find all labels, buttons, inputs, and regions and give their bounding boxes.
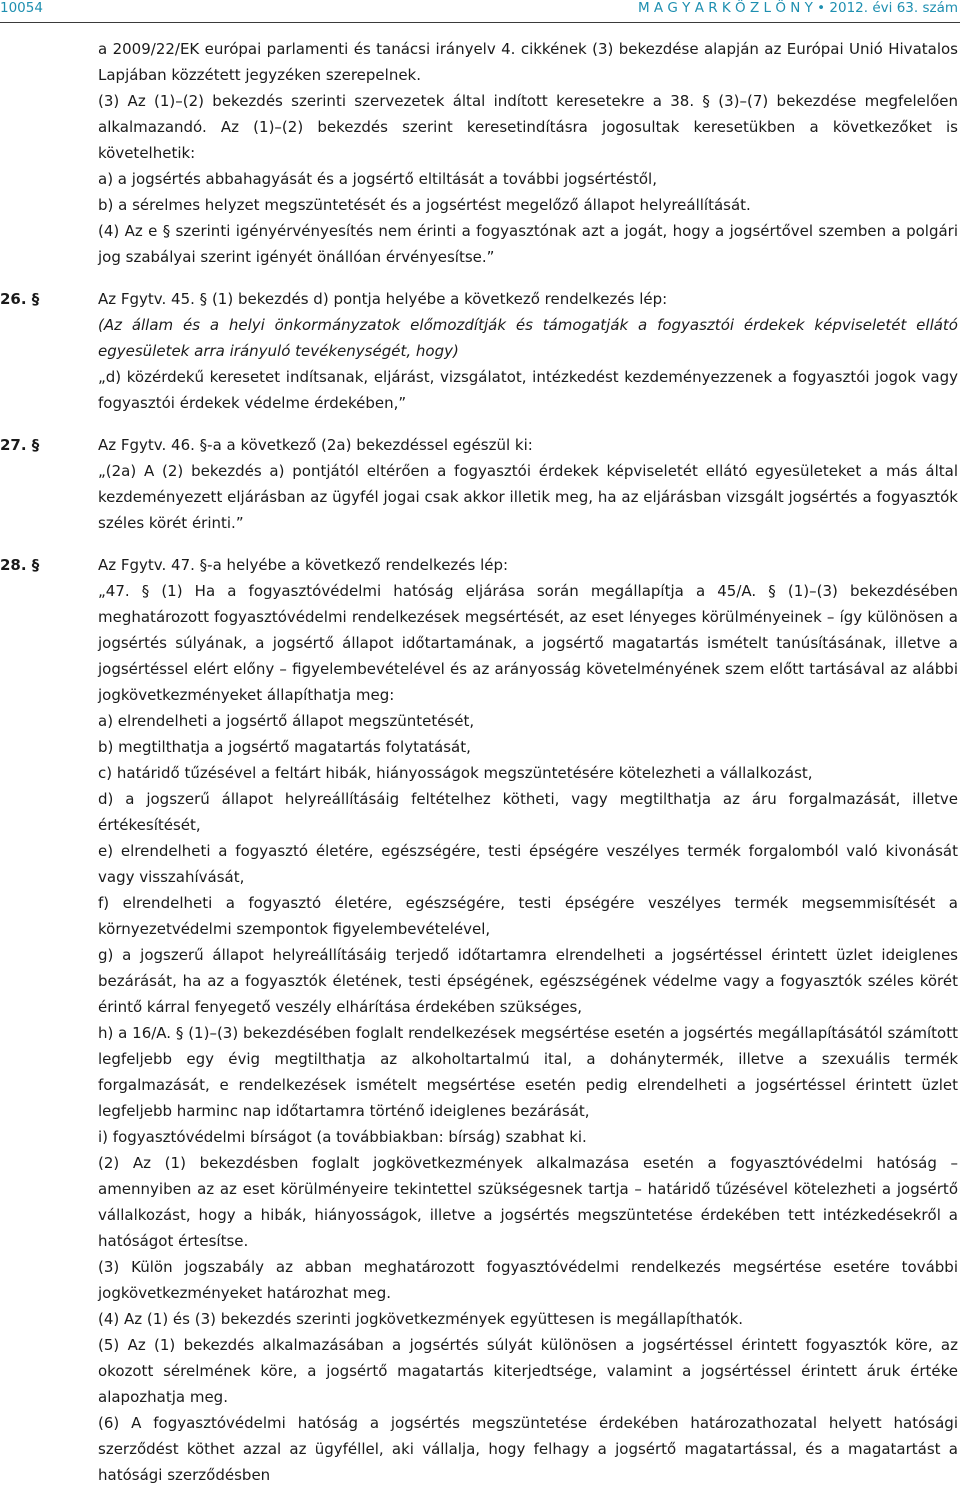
section-28: [0, 552, 958, 1488]
section-body: b) megtilthatja a jogsértő magatartás folytatását,: [98, 738, 471, 756]
intro-paragraph: a) a jogsértés abbahagyását és a jogsértő eltiltását a további jogsértéstől,: [98, 170, 657, 188]
section-body: e) elrendelheti a fogyasztó életére, egészségére, testi épségére veszélyes termék forgalomból való kivonását vagy visszahívását,: [98, 842, 958, 886]
section-body: „47. § (1) Ha a fogyasztóvédelmi hatóság eljárása során megállapítja a 45/A. § (1)–(3) bekezdésében meghatározott fogyasztóvédelmi rendelkezések megsértését, az eset lényeges körülményeinek – így különösen a jogsértés súlyának, a jogsértő állapot időtartamának, a jogsértő magatartás ismételt tanúsításának, illetve a jogsértéssel elért előny – figyelembevételével és az arányosság követelményének szem előtt tartásával az alábbi jogkövetkezményeket állapíthatja meg:: [98, 582, 958, 704]
section-body: (5) Az (1) bekezdés alkalmazásában a jogsértés súlyát különösen a jogsértéssel érintett fogyasztók köre, az okozott sérelmének köre, a jogsértő magatartás kiterjedtsége, valamint a jogsértéssel érintett áruk értéke alapozhatja meg.: [98, 1336, 958, 1406]
section-26: [0, 286, 958, 416]
section-context: (Az állam és a helyi önkormányzatok előmozdítják és támogatják a fogyasztói érdekek képviseletét ellátó egyesületek arra irányuló tevékenységét, hogy): [98, 316, 958, 360]
section-number: 26. §: [0, 290, 40, 308]
intro-paragraph: a 2009/22/EK európai parlamenti és tanácsi irányelv 4. cikkének (3) bekezdése alapján az Európai Unió Hivatalos Lapjában közzétett jegyzéken szerepelnek.: [98, 40, 958, 84]
intro-block: [98, 36, 958, 270]
section-heading: Az Fgytv. 46. §-a a következő (2a) bekezdéssel egészül ki:: [98, 436, 533, 454]
section-body: (3) Külön jogszabály az abban meghatározott fogyasztóvédelmi rendelkezés megsértése esetére további jogkövetkezményeket határozhat meg.: [98, 1258, 958, 1302]
intro-paragraph: (3) Az (1)–(2) bekezdés szerinti szervezetek által indított keresetekre a 38. § (3)–(7) bekezdése megfelelően alkalmazandó. Az (1)–(2) bekezdés szerint keresetindításra jogosultak keresetükben a következőket is követelhetik:: [98, 92, 958, 162]
section-body: g) a jogszerű állapot helyreállításáig terjedő időtartamra elrendelheti a jogsértéssel érintett üzlet ideiglenes bezárását, ha az a fogyasztók életének, testi épségének, egészségének védelme vagy a fogyasztók széles körét érintő kárral fenyegető veszély elhárítása érdekében szükséges,: [98, 946, 958, 1016]
page-number: 10054: [0, 0, 43, 16]
page-header: [0, 0, 960, 23]
section-heading: Az Fgytv. 45. § (1) bekezdés d) pontja helyébe a következő rendelkezés lép:: [98, 290, 668, 308]
section-body: (6) A fogyasztóvédelmi hatóság a jogsértés megszüntetése érdekében határozathozatal helyett hatósági szerződést köthet azzal az ügyféllel, aki vállalja, hogy felhagy a jogsértő magatartással, és a magatartást a hatósági szerződésben: [98, 1414, 958, 1484]
section-27: [0, 432, 958, 536]
section-body: d) a jogszerű állapot helyreállításáig feltételhez kötheti, vagy megtilthatja az áru forgalmazását, illetve értékesítését,: [98, 790, 958, 834]
section-body: (2) Az (1) bekezdésben foglalt jogkövetkezmények alkalmazása esetén a fogyasztóvédelmi hatóság – amennyiben az az eset körülményeire tekintettel szükségesnek tartja – határidő tűzésével kötelezheti a jogsértő vállalkozást, hogy a hibák, hiányosságok, illetve a jogsértés megszüntetése érdekében tett intézkedésekről a hatóságot értesítse.: [98, 1154, 958, 1250]
section-body: c) határidő tűzésével a feltárt hibák, hiányosságok megszüntetésére kötelezheti a vállalkozást,: [98, 764, 813, 782]
section-body: „(2a) A (2) bekezdés a) pontjától eltérően a fogyasztói érdekek képviseletét ellátó egyesületeket a más által kezdeményezett eljárásban az ügyfél jogai csak akkor illetik meg, ha az eljárásban vizsgált jogsértés a fogyasztók széles körét érinti.”: [98, 462, 958, 532]
section-body: „d) közérdekű keresetet indítsanak, eljárást, vizsgálatot, intézkedést kezdeményezzenek a fogyasztói jogok vagy fogyasztói érdekek védelme érdekében,”: [98, 368, 958, 412]
section-body: (4) Az (1) és (3) bekezdés szerinti jogkövetkezmények együttesen is megállapíthatók.: [98, 1310, 744, 1328]
section-heading: Az Fgytv. 47. §-a helyébe a következő rendelkezés lép:: [98, 556, 509, 574]
section-body: a) elrendelheti a jogsértő állapot megszüntetését,: [98, 712, 475, 730]
page-content: [0, 36, 958, 1488]
section-body: i) fogyasztóvédelmi bírságot (a továbbiakban: bírság) szabhat ki.: [98, 1128, 587, 1146]
journal-title: M A G Y A R K Ö Z L Ö N Y • 2012. évi 63. szám: [637, 0, 958, 16]
intro-paragraph: (4) Az e § szerinti igényérvényesítés nem érinti a fogyasztónak azt a jogát, hogy a jogsértővel szemben a polgári jog szabályai szerint igényét önállóan érvényesítse.”: [98, 222, 958, 266]
section-body: f) elrendelheti a fogyasztó életére, egészségére, testi épségére veszélyes termék megsemmisítését a környezetvédelmi szempontok figyelembevételével,: [98, 894, 958, 938]
section-number: 27. §: [0, 436, 40, 454]
section-body: h) a 16/A. § (1)–(3) bekezdésében foglalt rendelkezések megsértése esetén a jogsértés megállapításától számított legfeljebb egy évig megtilthatja az alkoholtartalmú ital, a dohánytermék, illetve a szexuális termék forgalmazását, e rendelkezések ismételt megsértése esetén pedig elrendelheti a jogsértéssel érintett üzlet legfeljebb harminc nap időtartamra történő ideiglenes bezárását,: [98, 1024, 958, 1120]
intro-paragraph: b) a sérelmes helyzet megszüntetését és a jogsértést megelőző állapot helyreállítását.: [98, 196, 751, 214]
section-number: 28. §: [0, 556, 40, 574]
